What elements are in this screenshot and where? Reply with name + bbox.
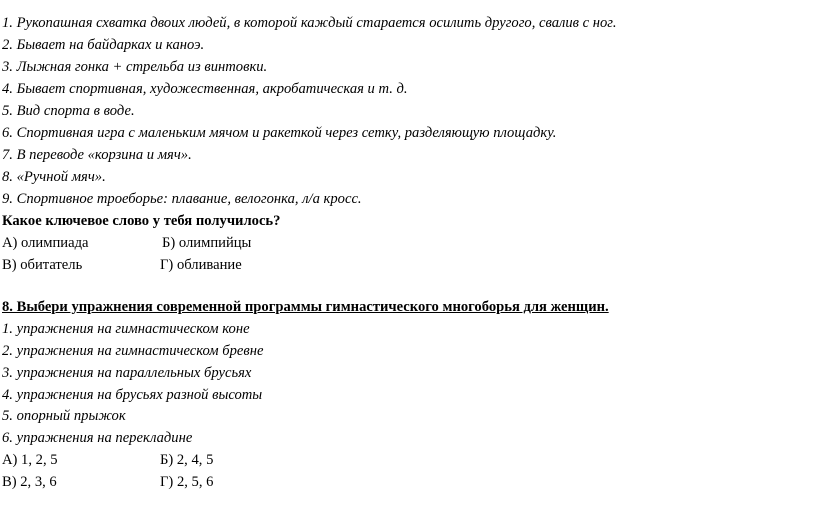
keyword-option-b: Б) олимпийцы <box>162 235 252 251</box>
clue-1: 1. Рукопашная схватка двоих людей, в которой каждый старается осилить другого, свалив с ног. <box>2 15 617 31</box>
exercise-item-3: 3. упражнения на параллельных брусьях <box>2 365 252 381</box>
exercise-item-2: 2. упражнения на гимнастическом бревне <box>2 343 264 359</box>
clue-7: 7. В переводе «корзина и мяч». <box>2 147 192 163</box>
clue-2: 2. Бывает на байдарках и каноэ. <box>2 37 205 53</box>
clue-6: 6. Спортивная игра с маленьким мячом и ракеткой через сетку, разделяющую площадку. <box>2 125 557 141</box>
keyword-option-d: Г) обливание <box>160 257 242 273</box>
keyword-question-title: Какое ключевое слово у тебя получилось? <box>2 213 281 229</box>
clue-8: 8. «Ручной мяч». <box>2 169 106 185</box>
clue-9: 9. Спортивное троеборье: плавание, велогонка, л/а кросс. <box>2 191 362 207</box>
answer-option-c: В) 2, 3, 6 <box>2 474 57 490</box>
answer-option-d: Г) 2, 5, 6 <box>160 474 214 490</box>
answer-option-b: Б) 2, 4, 5 <box>160 452 214 468</box>
answer-option-a: А) 1, 2, 5 <box>2 452 58 468</box>
exercise-item-4: 4. упражнения на брусьях разной высоты <box>2 387 263 403</box>
keyword-option-c: В) обитатель <box>2 257 83 273</box>
question-8-title: 8. Выбери упражнения современной программы гимнастического многоборья для женщин. <box>2 299 609 315</box>
keyword-option-a: А) олимпиада <box>2 235 89 251</box>
exercise-item-1: 1. упражнения на гимнастическом коне <box>2 321 250 337</box>
exercise-item-5: 5. опорный прыжок <box>2 408 126 424</box>
clue-4: 4. Бывает спортивная, художественная, акробатическая и т. д. <box>2 81 408 97</box>
clue-3: 3. Лыжная гонка + стрельба из винтовки. <box>2 59 268 75</box>
clue-5: 5. Вид спорта в воде. <box>2 103 135 119</box>
exercise-item-6: 6. упражнения на перекладине <box>2 430 193 446</box>
